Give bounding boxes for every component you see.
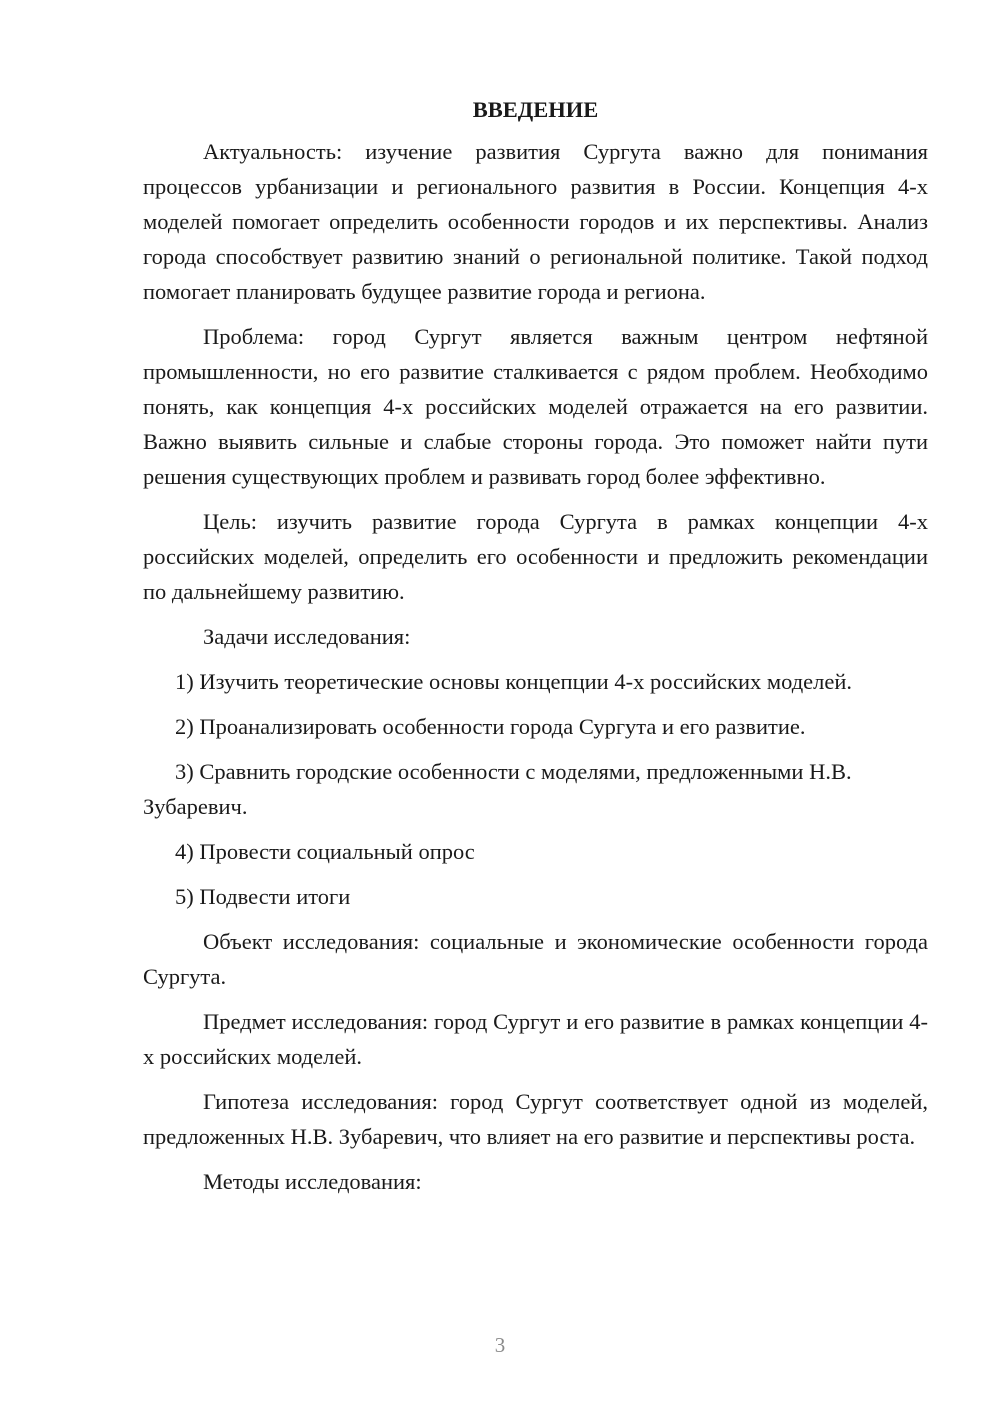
paragraph-relevance: Актуальность: изучение развития Сургута важно для понимания процессов урбанизации и регионального развития в России. Концепция 4-х моделей помогает определить особенности городов и их перспективы. Анализ города способствует развитию знаний о региональной политике. Такой подход помогает планировать будущее развитие города и региона. — [143, 139, 928, 304]
page-number: 3 — [494, 1333, 506, 1357]
paragraph-problem: Проблема: город Сургут является важным центром нефтяной промышленности, но его развитие сталкивается с рядом проблем. Необходимо понять, как концепция 4-х российских моделей отражается на его развитии. Важно выявить сильные и слабые стороны города. Это поможет найти пути решения существующих проблем и развивать город более эффективно. — [143, 324, 928, 489]
page-body — [143, 96, 928, 1209]
tasks-heading: Задачи исследования: — [203, 624, 411, 649]
task-item-1: 1) Изучить теоретические основы концепции 4-х российских моделей. — [175, 669, 853, 694]
paragraph-subject: Предмет исследования: город Сургут и его развитие в рамках концепции 4-х российских моделей. — [143, 1009, 928, 1069]
paragraph-object: Объект исследования: социальные и экономические особенности города Сургута. — [143, 929, 928, 989]
task-item-4: 4) Провести социальный опрос — [175, 839, 475, 864]
page-title: ВВЕДЕНИЕ — [472, 97, 599, 122]
paragraph-goal: Цель: изучить развитие города Сургута в рамках концепции 4-х российских моделей, определить его особенности и предложить рекомендации по дальнейшему развитию. — [143, 509, 928, 604]
paragraph-hypothesis: Гипотеза исследования: город Сургут соответствует одной из моделей, предложенных Н.В. Зубаревич, что влияет на его развитие и перспективы роста. — [143, 1089, 928, 1149]
task-item-2: 2) Проанализировать особенности города Сургута и его развитие. — [175, 714, 806, 739]
task-item-5: 5) Подвести итоги — [175, 884, 351, 909]
task-item-3: 3) Сравнить городские особенности с моделями, предложенными Н.В. Зубаревич. — [143, 759, 852, 819]
methods-heading: Методы исследования: — [203, 1169, 422, 1194]
